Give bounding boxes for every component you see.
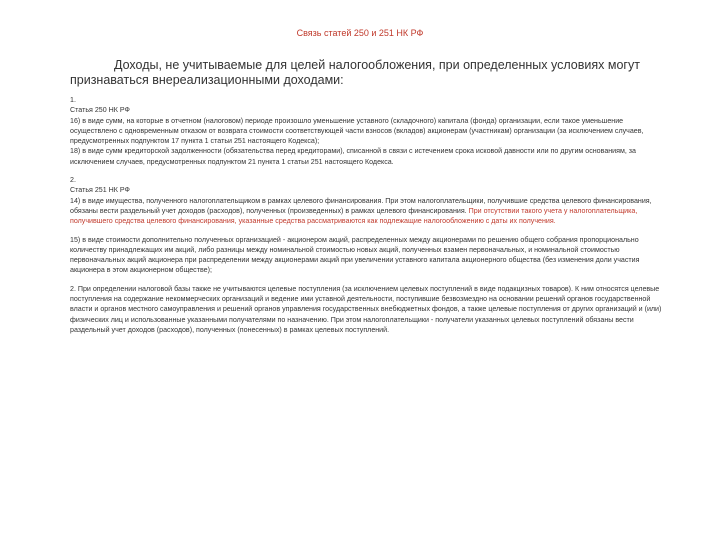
article-251-point-2: 2. При определении налоговой базы также не учитываются целевые поступления (за исключением целевых поступлений в виде подакцизных товаров). К ним относятся целевые поступления на содержание некоммерческих организаций и ведение ими уставной деятельности, поступившие безвозмездно на основании решений органов государственной власти и органов местного самоуправления и решений органов управления государственных внебюджетных фондов, а также целевые поступления от других организаций и (или) физических лиц и использованные указанными получателями по назначению. При этом налогоплательщики - получатели указанных целевых поступлений обязаны вести раздельный учет доходов (расходов), полученных (понесенных) в рамках целевых поступлений. [70, 284, 662, 334]
article-251-item-14 [70, 196, 670, 227]
slide-body [70, 95, 670, 335]
section-2-number: 2. [70, 176, 76, 185]
article-251-item-15: 15) в виде стоимости дополнительно полученных организацией - акционером акций, распределенных между акционерами по решению общего собрания пропорционально количеству принадлежащих им акций, либо разницы между номинальной стоимостью новых акций, полученных взамен первоначальных, и номинальной стоимостью первоначальных акций акционера при распределении между акционерами акций при увеличении уставного капитала акционерного общества (без изменения доли участия акционера в этом акционерном обществе); [70, 235, 640, 275]
item-14-highlight: При отсутствии такого учета у налогоплательщика, получившего средства целевого финансирования, указанные средства рассматриваются как подлежащие налогообложению с даты их получения. [70, 206, 638, 226]
slide-subtitle: Доходы, не учитываемые для целей налогообложения, при определенных условиях могут признаваться внереализационными доходами: [70, 58, 640, 87]
article-250-item-18: 18) в виде сумм кредиторской задолженности (обязательства перед кредиторами), списанной в связи с истечением срока исковой давности или по другим основаниям, за исключением случаев, предусмотренных подпунктом 21 пункта 1 статьи 251 настоящего Кодекса. [70, 147, 637, 166]
article-250-item-16: 16) в виде сумм, на которые в отчетном (налоговом) периоде произошло уменьшение уставного (складочного) капитала (фонда) организации, если такое уменьшение осуществлено с одновременным отказом от возврата стоимости соответствующей части взносов (вкладов) акционерам (участникам) организации (за исключением случаев, предусмотренных подпунктом 17 пункта 1 статьи 251 настоящего Кодекса); [70, 116, 644, 146]
slide-title: Связь статей 250 и 251 НК РФ [296, 28, 424, 38]
section-2-heading: Статья 251 НК РФ [70, 186, 130, 195]
item-14-text: 14) в виде имущества, полученного налогоплательщиком в рамках целевого финансирования. При этом налогоплательщики, получившие средства целевого финансирования, обязаны вести раздельный учет доходов (расходов), полученных (произведенных) в рамках целевого финансирования. [70, 196, 652, 215]
section-1-heading: Статья 250 НК РФ [70, 106, 130, 115]
section-1-number: 1. [70, 96, 76, 104]
